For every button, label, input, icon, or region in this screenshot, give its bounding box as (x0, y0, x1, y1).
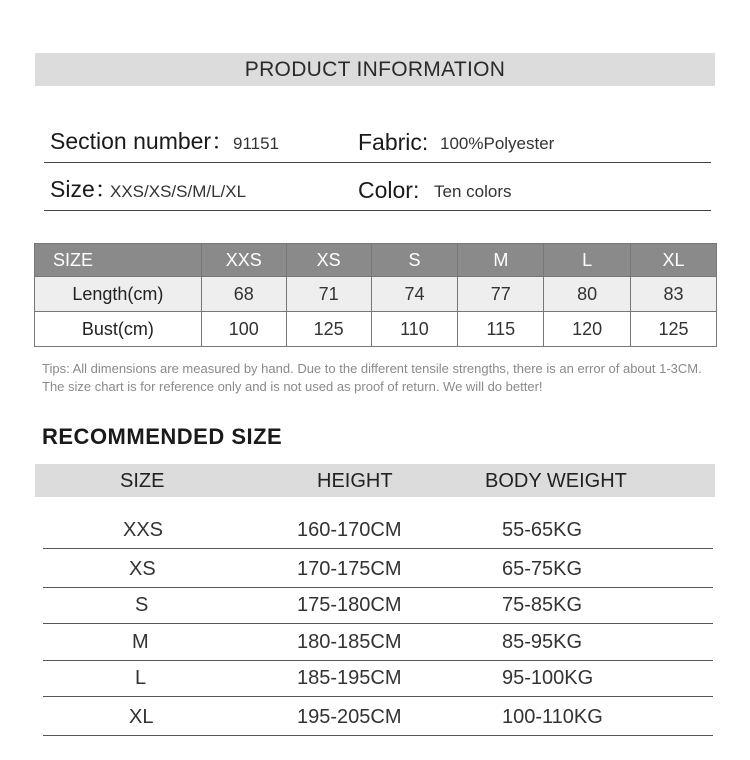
rec-header-size: SIZE (120, 470, 165, 492)
table-row (35, 312, 717, 347)
rec-size: XL (129, 706, 154, 728)
table-cell: 125 (631, 312, 717, 347)
size-chart-header: L (544, 244, 631, 277)
section-number-label: Section number： (50, 128, 235, 154)
table-cell: 68 (201, 277, 286, 312)
table-row (43, 587, 713, 624)
recommended-size-title: RECOMMENDED SIZE (42, 424, 283, 449)
rec-height: 185-195CM (297, 667, 402, 689)
rec-size: XS (129, 558, 156, 580)
rec-height: 180-185CM (297, 631, 402, 653)
table-cell: 77 (458, 277, 544, 312)
row-label: Bust(cm) (35, 312, 202, 347)
rec-weight: 65-75KG (502, 558, 583, 580)
rec-weight: 55-65KG (502, 519, 583, 541)
size-chart-header: S (371, 244, 458, 277)
table-cell: 125 (286, 312, 371, 347)
size-chart-header: M (458, 244, 544, 277)
info-row-section-fabric (44, 122, 711, 163)
rec-header-weight: BODY WEIGHT (485, 470, 627, 492)
rec-height: 175-180CM (297, 594, 402, 616)
table-cell: 71 (286, 277, 371, 312)
product-information-banner (35, 53, 715, 86)
rec-height: 160-170CM (297, 519, 402, 541)
size-chart-header-row (35, 244, 717, 277)
rec-weight: 75-85KG (502, 594, 583, 616)
table-cell: 100 (201, 312, 286, 347)
table-cell: 110 (371, 312, 458, 347)
recommended-size-header (35, 464, 715, 497)
rec-weight: 95-100KG (502, 667, 594, 689)
table-cell: 83 (631, 277, 717, 312)
rec-weight: 85-95KG (502, 631, 583, 653)
color-value: Ten colors (434, 182, 512, 201)
table-row (43, 660, 713, 697)
table-cell: 80 (544, 277, 631, 312)
table-row (43, 508, 713, 549)
section-number-value: 91151 (233, 134, 280, 153)
size-chart-header: XS (286, 244, 371, 277)
rec-weight: 100-110KG (502, 706, 603, 728)
fabric-label: Fabric: (358, 129, 429, 155)
size-chart-table (34, 243, 717, 347)
table-cell: 115 (458, 312, 544, 347)
size-label: Size： (50, 176, 118, 202)
rec-size: L (135, 667, 147, 689)
size-chart-header: XL (631, 244, 717, 277)
size-chart-header: XXS (201, 244, 286, 277)
rec-height: 195-205CM (297, 706, 402, 728)
rec-size: S (135, 594, 149, 616)
rec-size: M (132, 631, 149, 653)
color-label: Color: (358, 177, 420, 203)
table-row (43, 548, 713, 588)
table-row (43, 623, 713, 661)
row-label: Length(cm) (35, 277, 202, 312)
rec-header-height: HEIGHT (317, 470, 393, 492)
rec-height: 170-175CM (297, 558, 402, 580)
banner-title: PRODUCT INFORMATION (244, 57, 506, 81)
size-value: XXS/XS/S/M/L/XL (110, 182, 247, 201)
size-chart-header: SIZE (35, 244, 202, 277)
measurement-tips: Tips: All dimensions are measured by hand. Due to the different tensile strengths, there is an error of about 1-3CM. The size chart is for reference only and is not used as proof of return. We will do better! (42, 361, 702, 394)
fabric-value: 100%Polyester (440, 134, 555, 153)
table-row (43, 696, 713, 736)
rec-size: XXS (123, 519, 164, 541)
table-cell: 74 (371, 277, 458, 312)
table-row (35, 277, 717, 312)
info-row-size-color (44, 170, 711, 211)
table-cell: 120 (544, 312, 631, 347)
